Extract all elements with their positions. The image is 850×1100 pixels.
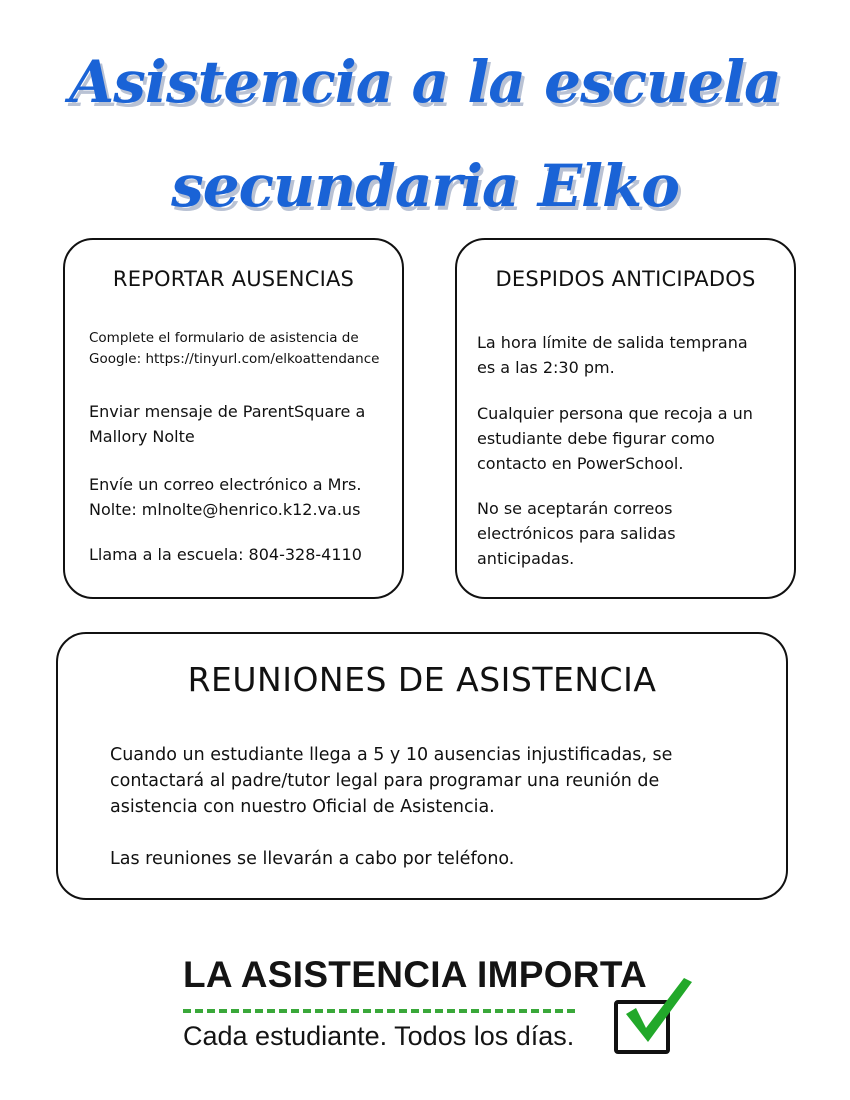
parentsquare-instruction: Enviar mensaje de ParentSquare a Mallory Nolte (89, 402, 366, 446)
attendance-meetings-heading: REUNIONES DE ASISTENCIA (187, 660, 657, 699)
early-dismissals-card (455, 238, 796, 599)
dashed-divider (183, 1009, 575, 1013)
phone-instruction: Llama a la escuela: 804-328-4110 (89, 545, 362, 564)
email-instruction: Envíe un correo electrónico a Mrs. Nolte: mlnolte@henrico.k12.va.us (89, 475, 362, 519)
attendance-matters-title: LA ASISTENCIA IMPORTA (183, 954, 647, 995)
dismissal-deadline-text: La hora límite de salida temprana es a las 2:30 pm. (477, 333, 748, 377)
meeting-phone-text: Las reuniones se llevarán a cabo por teléfono. (110, 849, 515, 869)
report-absences-heading: REPORTAR AUSENCIAS (112, 267, 355, 291)
meeting-policy-text: Cuando un estudiante llega a 5 y 10 ausencias injustificadas, se contactará al padre/tutor legal para programar una reunión de asistencia con nuestro Oficial de Asistencia. (110, 745, 673, 817)
attendance-meetings-card (56, 632, 788, 900)
page-title-line-2: secundaria Elko (171, 152, 679, 220)
early-dismissals-heading: DESPIDOS ANTICIPADOS (495, 267, 756, 291)
checkmark-icon (622, 972, 694, 1048)
pickup-contact-text: Cualquier persona que recoja a un estudiante debe figurar como contacto en PowerSchool. (477, 404, 753, 473)
no-email-text: No se aceptarán correos electrónicos para salidas anticipadas. (477, 499, 676, 568)
page-title-line-1: Asistencia a la escuela (69, 48, 781, 116)
attendance-matters-subtitle: Cada estudiante. Todos los días. (183, 1021, 575, 1051)
report-absences-card (63, 238, 404, 599)
google-form-instruction: Complete el formulario de asistencia de Google: https://tinyurl.com/elkoattendance (89, 330, 380, 367)
page-title (0, 30, 850, 238)
